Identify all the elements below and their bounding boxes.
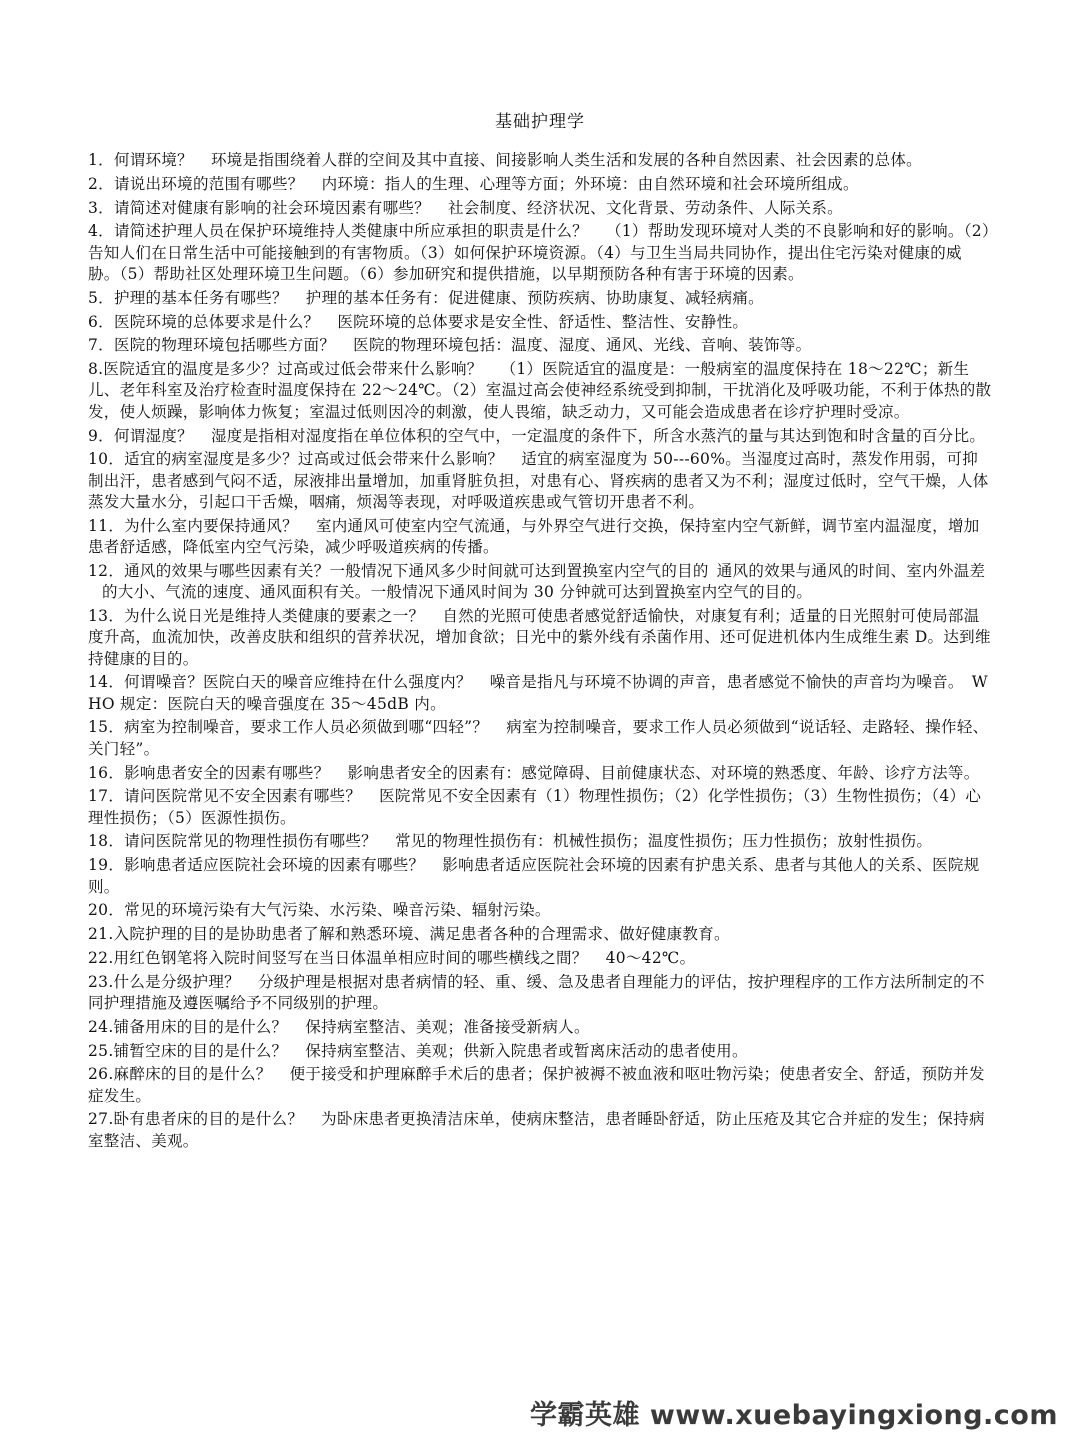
answer: 便于接受和护理麻醉手术后的患者；保护被褥不被血液和呕吐物污染；使患者安全、舒适，预防并发症发生。 <box>88 1065 985 1105</box>
qa-item-5 <box>88 288 993 309</box>
answer: 社会制度、经济状况、文化背景、劳动条件、人际关系。 <box>447 198 843 217</box>
question: 11．为什么室内要保持通风？ <box>88 516 298 535</box>
question: 13．为什么说日光是维持人类健康的要素之一？ <box>88 606 425 625</box>
qa-item-13 <box>88 606 993 670</box>
question: 18．请问医院常见的物理性损伤有哪些？ <box>88 832 377 851</box>
answer: 分级护理是根据对患者病情的轻、重、缓、急及患者自理能力的评估，按护理程序的工作方法所制定的不同护理措施及遵医嘱给予不同级别的护理。 <box>88 972 985 1012</box>
qa-item-27 <box>88 1109 993 1152</box>
question: 23.什么是分级护理？ <box>88 972 240 991</box>
qa-item-14 <box>88 672 993 715</box>
answer: 噪音是指凡与环境不协调的声音，患者感觉不愉快的声音均为噪音。 WHO 规定：医院白天的噪音强度在 35～45dB 内。 <box>88 673 989 713</box>
answer: 影响患者适应医院社会环境的因素有护患关系、患者与其他人的关系、医院规则。 <box>88 856 980 896</box>
qa-item-4 <box>88 221 993 285</box>
question: 20．常见的环境污染有大气污染、水污染、噪音污染、辐射污染。 <box>88 901 551 920</box>
question: 14．何谓噪音？医院白天的噪音应维持在什么强度内？ <box>88 673 472 692</box>
answer: 适宜的病室湿度为 50---60%。当湿度过高时，蒸发作用弱，可抑制出汗，患者感到气闷不适，尿液排出量增加，加重肾脏负担，对患有心、肾疾病的患者又为不利；湿度过低时，空气干燥，人体蒸发大量水分，引起口干舌燥，咽痛，烦渴等表现，对呼吸道疾患或气管切开患者不利。 <box>88 450 989 511</box>
answer: 保持病室整洁、美观；供新入院患者或暂离床活动的患者使用。 <box>305 1041 748 1060</box>
question: 9．何谓湿度？ <box>88 426 193 445</box>
question: 3．请简述对健康有影响的社会环境因素有哪些？ <box>88 198 430 217</box>
qa-item-22 <box>88 948 993 969</box>
question: 2．请说出环境的范围有哪些？ <box>88 174 304 193</box>
question: 27.卧有患者床的目的是什么？ <box>88 1110 304 1129</box>
qa-item-16 <box>88 763 993 784</box>
qa-list <box>88 150 993 1155</box>
answer: 保持病室整洁、美观；准备接受新病人。 <box>305 1017 590 1036</box>
qa-item-24 <box>88 1017 993 1038</box>
question: 25.铺暂空床的目的是什么？ <box>88 1041 288 1060</box>
answer: 医院常见不安全因素有（1）物理性损伤；（2）化学性损伤；（3）生物性损伤；（4）心理性损伤；（5）医源性损伤。 <box>88 787 982 827</box>
answer: 病室为控制噪音，要求工作人员必须做到“说话轻、走路轻、操作轻、关门轻”。 <box>88 718 989 758</box>
answer: （1）帮助发现环境对人类的不良影响和好的影响。（2）告知人们在日常生活中可能接触到的有害物质。（3）如何保护环境资源。（4）与卫生当局共同协作，提出住宅污染对健康的威胁。（5）帮助社区处理环境卫生问题。（6）参加研究和提供措施，以早期预防各种有害于环境的因素。 <box>88 222 990 283</box>
qa-item-8 <box>88 359 993 423</box>
qa-item-17 <box>88 786 993 829</box>
answer: 湿度是指相对湿度指在单位体积的空气中，一定温度的条件下，所含水蒸汽的量与其达到饱和时含量的百分比。 <box>210 426 986 445</box>
qa-item-26 <box>88 1064 993 1107</box>
question: 16．影响患者安全的因素有哪些？ <box>88 763 330 782</box>
question: 12．通风的效果与哪些因素有关？一般情况下通风多少时间就可达到置换室内空气的目的 <box>88 561 709 580</box>
qa-item-20 <box>88 900 993 921</box>
question: 21.入院护理的目的是协助患者了解和熟悉环境、满足患者各种的合理需求、做好健康教育。 <box>88 925 730 944</box>
qa-item-12 <box>88 561 993 604</box>
qa-item-11 <box>88 516 993 559</box>
answer: 室内通风可使室内空气流通，与外界空气进行交换，保持室内空气新鲜，调节室内温湿度，增加患者舒适感，降低室内空气污染，减少呼吸道疾病的传播。 <box>88 516 980 557</box>
qa-item-9 <box>88 426 993 447</box>
question: 22.用红色钢笔将入院时间竖写在当日体温单相应时间的哪些横线之間？ <box>88 948 588 967</box>
question: 17．请问医院常见不安全因素有哪些？ <box>88 787 362 806</box>
qa-item-21 <box>88 924 993 945</box>
qa-item-2 <box>88 174 993 195</box>
answer: 常见的物理性损伤有：机械性损伤；温度性损伤；压力性损伤；放射性损伤。 <box>394 832 933 851</box>
answer: 医院的物理环境包括：温度、湿度、通风、光线、音响、装饰等。 <box>353 336 812 355</box>
qa-item-25 <box>88 1041 993 1062</box>
qa-item-23 <box>88 972 993 1015</box>
question: 6．医院环境的总体要求是什么？ <box>88 312 320 331</box>
question: 4．请简述护理人员在保护环境维持人类健康中所应承担的职责是什么？ <box>88 222 588 241</box>
answer: 护理的基本任务有：促进健康、预防疾病、协助康复、减轻病痛。 <box>305 288 764 307</box>
question: 8.医院适宜的温度是多少？过高或过低会带来什么影响？ <box>88 360 483 379</box>
qa-item-15 <box>88 717 993 760</box>
qa-item-18 <box>88 831 993 852</box>
qa-item-3 <box>88 198 993 219</box>
question: 26.麻醉床的目的是什么？ <box>88 1065 272 1084</box>
answer: 自然的光照可使患者感觉舒适愉快，对康复有利；适量的日光照射可使局部温度升高，血流加快，改善皮肤和组织的营养状况，增加食欲；日光中的紫外线有杀菌作用、还可促进机体内生成维生素 D。达到维持健康的目的。 <box>88 606 991 668</box>
answer: 为卧床患者更换清洁床单，使病床整洁，患者睡卧舒适，防止压疮及其它合并症的发生；保持病室整洁、美观。 <box>88 1110 985 1150</box>
site-watermark: 学霸英雄 www.xuebayingxiong.com <box>529 1400 1058 1431</box>
answer: （1）医院适宜的温度是：一般病室的温度保持在 18～22℃；新生儿、老年科室及治疗检查时温度保持在 22～24℃。（2）室温过高会使神经系统受到抑制，干扰消化及呼吸功能，不利于体热的散发，使人烦躁，影响体力恢复；室温过低则因冷的刺激，使人畏缩，缺乏动力，又可能会造成患者在诊疗护理时受凉。 <box>88 360 992 421</box>
question: 10．适宜的病室湿度是多少？过高或过低会带来什么影响？ <box>88 450 504 469</box>
question: 19．影响患者适应医院社会环境的因素有哪些？ <box>88 856 425 875</box>
qa-item-19 <box>88 855 993 898</box>
qa-item-1 <box>88 150 993 171</box>
answer: 医院环境的总体要求是安全性、舒适性、整洁性、安静性。 <box>337 312 749 331</box>
answer: 40～42℃。 <box>605 948 696 967</box>
qa-item-6 <box>88 312 993 333</box>
answer: 影响患者安全的因素有：感觉障碍、目前健康状态、对环境的熟悉度、年龄、诊疗方法等。 <box>347 763 980 782</box>
qa-item-10 <box>88 449 993 513</box>
answer: 通风的效果与通风的时间、室内外温差的大小、气流的速度、通风面积有关。一般情况下通风时间为 30 分钟就可达到置换室内空气的目的。 <box>102 561 986 602</box>
question: 7．医院的物理环境包括哪些方面？ <box>88 336 336 355</box>
answer: 环境是指围绕着人群的空间及其中直接、间接影响人类生活和发展的各种自然因素、社会因素的总体。 <box>210 151 922 169</box>
question: 24.铺备用床的目的是什么？ <box>88 1017 288 1036</box>
qa-item-7 <box>88 335 993 356</box>
question: 15．病室为控制噪音，要求工作人员必须做到哪“四轻”？ <box>88 718 489 737</box>
answer: 内环境：指人的生理、心理等方面；外环境：由自然环境和社会环境所组成。 <box>321 174 859 193</box>
question: 5．护理的基本任务有哪些？ <box>88 288 288 307</box>
page-title: 基础护理学 <box>495 112 585 132</box>
question: 1．何谓环境？ <box>88 151 193 169</box>
